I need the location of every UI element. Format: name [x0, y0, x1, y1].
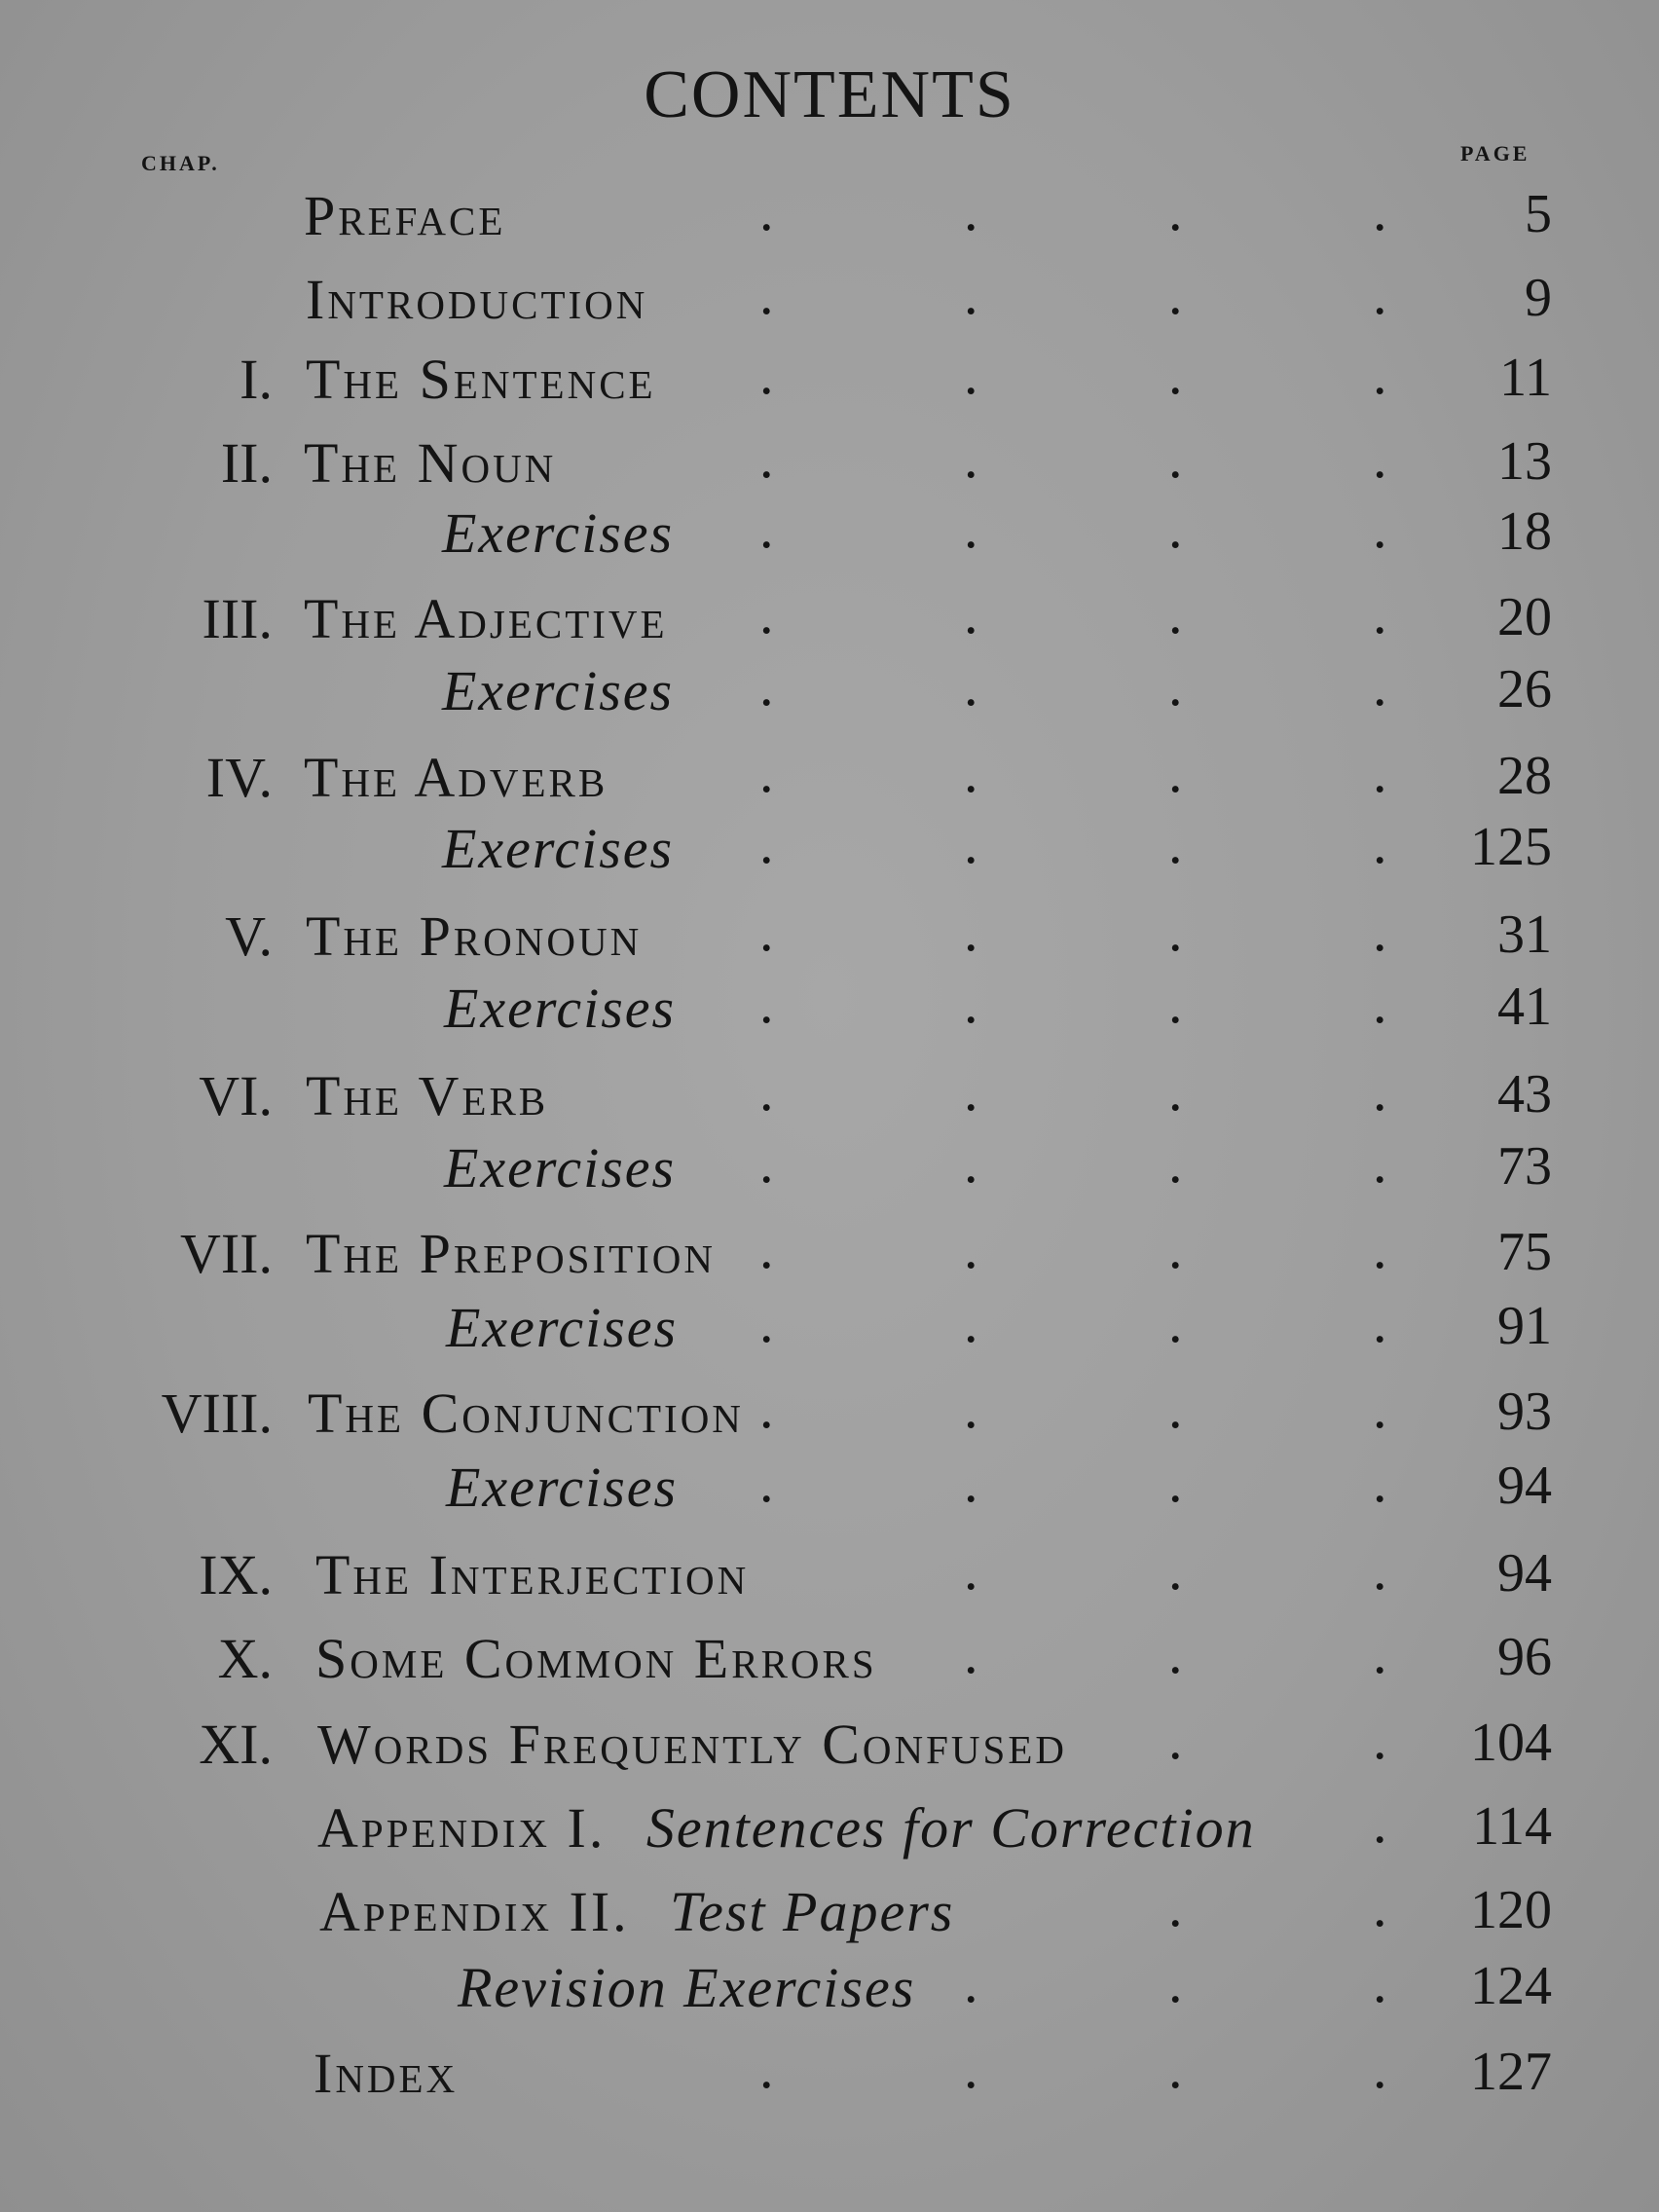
entry-label: Exercises	[444, 1136, 677, 1199]
leader-dot: .	[1373, 741, 1387, 804]
entry-page-number: 5	[1525, 184, 1552, 244]
leader-dot: .	[964, 972, 978, 1035]
entry-label: Preface	[304, 184, 506, 247]
leader-dot: .	[1373, 1451, 1387, 1514]
entry-label: The Conjunction	[308, 1382, 744, 1445]
leader-dot: .	[964, 1291, 978, 1354]
leader-dot: .	[1168, 741, 1183, 804]
leader-dot: .	[1168, 972, 1183, 1035]
leader-dot: .	[759, 812, 774, 875]
chapter-number: X.	[217, 1627, 273, 1690]
toc-entry-chapter-11[interactable]	[0, 1708, 1659, 1789]
entry-page-number: 94	[1497, 1543, 1552, 1604]
leader-dot: .	[759, 1131, 774, 1195]
page-title: CONTENTS	[644, 57, 1015, 132]
leader-dot: .	[964, 343, 978, 406]
leader-dot: .	[964, 1538, 978, 1602]
entry-page-number: 94	[1497, 1456, 1552, 1516]
leader-dot: .	[1168, 1538, 1183, 1602]
leader-dot: .	[1373, 1377, 1387, 1440]
toc-entry-chapter-5[interactable]	[0, 900, 1659, 981]
leader-dot: .	[1168, 1131, 1183, 1195]
leader-dot: .	[1373, 1875, 1387, 1938]
toc-entry-chapter-2[interactable]	[0, 426, 1659, 508]
toc-entry-index[interactable]	[0, 2037, 1659, 2119]
toc-entry-appendix-2[interactable]	[0, 1875, 1659, 1957]
leader-dot: .	[759, 582, 774, 645]
entry-label: The Adverb	[304, 746, 608, 809]
entry-label: Exercises	[442, 659, 675, 722]
leader-dot: .	[1168, 343, 1183, 406]
chapter-number: IV.	[205, 746, 273, 809]
toc-entry-preface[interactable]	[0, 179, 1659, 261]
entry-page-number: 31	[1497, 904, 1552, 965]
toc-entry-exercises[interactable]	[0, 972, 1659, 1053]
entry-page-number: 91	[1497, 1296, 1552, 1356]
chapter-number: II.	[220, 431, 273, 495]
entry-page-number: 13	[1497, 431, 1552, 492]
entry-page-number: 125	[1470, 817, 1552, 877]
leader-dot: .	[759, 263, 774, 326]
toc-entry-chapter-9[interactable]	[0, 1538, 1659, 1620]
leader-dot: .	[759, 1451, 774, 1514]
leader-dot: .	[1373, 1538, 1387, 1602]
entry-label	[317, 1795, 1256, 1861]
leader-dot: .	[964, 1951, 978, 2014]
appendix-subtitle: Test Papers	[670, 1880, 955, 1943]
entry-label: Some Common Errors	[315, 1627, 877, 1690]
leader-dot: .	[1168, 1291, 1183, 1354]
leader-dot: .	[759, 654, 774, 718]
leader-dot: .	[759, 1377, 774, 1440]
leader-dot: .	[964, 263, 978, 326]
leader-dot: .	[1373, 343, 1387, 406]
leader-dot: .	[964, 1217, 978, 1280]
leader-dot: .	[759, 343, 774, 406]
entry-page-number: 104	[1470, 1713, 1552, 1773]
leader-dot: .	[1168, 1708, 1183, 1771]
appendix-subtitle: Sentences for Correction	[645, 1796, 1256, 1860]
entry-label: The Noun	[304, 431, 557, 495]
entry-label: Words Frequently Confused	[317, 1713, 1067, 1776]
entry-page-number: 127	[1470, 2042, 1552, 2102]
leader-dot: .	[759, 1059, 774, 1123]
entry-page-number: 26	[1497, 659, 1552, 719]
entry-label: Exercises	[446, 1456, 679, 1519]
leader-dot: .	[1373, 2037, 1387, 2100]
toc-entry-chapter-3[interactable]	[0, 582, 1659, 664]
toc-entry-chapter-4[interactable]	[0, 741, 1659, 823]
page-column-header: PAGE	[1460, 141, 1530, 166]
entry-page-number: 96	[1497, 1627, 1552, 1687]
entry-page-number: 20	[1497, 587, 1552, 647]
entry-page-number: 93	[1497, 1382, 1552, 1442]
chapter-number: VII.	[179, 1222, 273, 1285]
leader-dot: .	[964, 1622, 978, 1685]
entry-page-number: 41	[1497, 977, 1552, 1037]
leader-dot: .	[1373, 426, 1387, 490]
leader-dot: .	[1168, 1217, 1183, 1280]
leader-dot: .	[759, 426, 774, 490]
toc-entry-exercises[interactable]	[0, 654, 1659, 736]
toc-entry-chapter-1[interactable]	[0, 343, 1659, 424]
appendix-label: Appendix II.	[319, 1880, 630, 1943]
entry-label: Exercises	[446, 1296, 679, 1359]
leader-dot: .	[1373, 900, 1387, 963]
leader-dot: .	[964, 2037, 978, 2100]
toc-entry-chapter-8[interactable]	[0, 1377, 1659, 1458]
leader-dot: .	[759, 900, 774, 963]
leader-dot: .	[964, 426, 978, 490]
leader-dot: .	[1373, 179, 1387, 242]
leader-dot: .	[1168, 812, 1183, 875]
leader-dot: .	[964, 497, 978, 560]
leader-dot: .	[1168, 1622, 1183, 1685]
leader-dot: .	[1373, 1059, 1387, 1123]
entry-label: The Pronoun	[306, 904, 643, 968]
leader-dot: .	[759, 1217, 774, 1280]
toc-entry-introduction[interactable]	[0, 263, 1659, 345]
leader-dot: .	[759, 741, 774, 804]
entry-label: The Sentence	[306, 348, 656, 411]
leader-dot: .	[1373, 263, 1387, 326]
toc-entry-appendix-1[interactable]	[0, 1791, 1659, 1873]
chapter-column-header: CHAP.	[141, 151, 220, 175]
leader-dot: .	[1373, 1791, 1387, 1855]
leader-dot: .	[1373, 654, 1387, 718]
leader-dot: .	[964, 179, 978, 242]
entry-page-number: 75	[1497, 1222, 1552, 1282]
toc-entry-exercises[interactable]	[0, 1291, 1659, 1373]
toc-entry-chapter-6[interactable]	[0, 1059, 1659, 1141]
entry-label: Exercises	[442, 501, 675, 565]
leader-dot: .	[1168, 1377, 1183, 1440]
chapter-number: V.	[225, 904, 273, 968]
entry-page-number: 9	[1525, 268, 1552, 328]
entry-label: The Interjection	[315, 1543, 750, 1606]
toc-entry-exercises[interactable]	[0, 1131, 1659, 1213]
toc-entry-revision-exercises[interactable]	[0, 1951, 1659, 2033]
entry-label: Exercises	[444, 977, 677, 1040]
leader-dot: .	[964, 654, 978, 718]
entry-label: The Verb	[306, 1064, 549, 1127]
leader-dot: .	[1373, 1217, 1387, 1280]
leader-dot: .	[1168, 179, 1183, 242]
entry-label: The Adjective	[304, 587, 668, 650]
leader-dot: .	[1373, 812, 1387, 875]
leader-dot: .	[1168, 426, 1183, 490]
leader-dot: .	[759, 1291, 774, 1354]
toc-entry-chapter-10[interactable]	[0, 1622, 1659, 1704]
entry-page-number: 28	[1497, 746, 1552, 806]
leader-dot: .	[1168, 1451, 1183, 1514]
entry-label: Index	[313, 2042, 459, 2105]
leader-dot: .	[964, 582, 978, 645]
toc-entry-chapter-7[interactable]	[0, 1217, 1659, 1299]
leader-dot: .	[1168, 263, 1183, 326]
leader-dot: .	[1168, 2037, 1183, 2100]
entry-label	[319, 1879, 954, 1944]
leader-dot: .	[964, 1059, 978, 1123]
chapter-number: I.	[240, 348, 273, 411]
leader-dot: .	[964, 1131, 978, 1195]
toc-entry-exercises[interactable]	[0, 1451, 1659, 1532]
leader-dot: .	[1168, 497, 1183, 560]
appendix-label: Appendix I.	[317, 1796, 607, 1860]
entry-page-number: 124	[1470, 1956, 1552, 2016]
entry-page-number: 43	[1497, 1064, 1552, 1124]
leader-dot: .	[1373, 1291, 1387, 1354]
leader-dot: .	[759, 179, 774, 242]
leader-dot: .	[1168, 1875, 1183, 1938]
leader-dot: .	[964, 1451, 978, 1514]
leader-dot: .	[1373, 497, 1387, 560]
leader-dot: .	[1168, 1059, 1183, 1123]
leader-dot: .	[1373, 972, 1387, 1035]
leader-dot: .	[1168, 582, 1183, 645]
leader-dot: .	[1168, 654, 1183, 718]
leader-dot: .	[1373, 582, 1387, 645]
entry-page-number: 120	[1470, 1880, 1552, 1940]
leader-dot: .	[1168, 1951, 1183, 2014]
leader-dot: .	[964, 812, 978, 875]
entry-page-number: 18	[1497, 501, 1552, 562]
chapter-number: III.	[202, 587, 273, 650]
chapter-number: XI.	[199, 1713, 273, 1776]
entry-label: Revision Exercises	[458, 1956, 916, 2019]
leader-dot: .	[759, 972, 774, 1035]
leader-dot: .	[1373, 1622, 1387, 1685]
chapter-number: IX.	[199, 1543, 273, 1606]
chapter-number: VI.	[199, 1064, 273, 1127]
entry-label: Exercises	[442, 817, 675, 880]
leader-dot: .	[1373, 1131, 1387, 1195]
leader-dot: .	[964, 741, 978, 804]
toc-entry-exercises[interactable]	[0, 497, 1659, 578]
toc-entry-exercises[interactable]	[0, 812, 1659, 894]
leader-dot: .	[964, 900, 978, 963]
leader-dot: .	[1373, 1708, 1387, 1771]
entry-page-number: 11	[1499, 348, 1552, 408]
chapter-number: VIII.	[161, 1382, 273, 1445]
leader-dot: .	[759, 497, 774, 560]
leader-dot: .	[964, 1377, 978, 1440]
entry-label: The Preposition	[306, 1222, 717, 1285]
entry-page-number: 73	[1497, 1136, 1552, 1197]
leader-dot: .	[1168, 900, 1183, 963]
leader-dot: .	[1373, 1951, 1387, 2014]
leader-dot: .	[759, 2037, 774, 2100]
entry-page-number: 114	[1472, 1796, 1552, 1857]
entry-label: Introduction	[306, 268, 648, 331]
